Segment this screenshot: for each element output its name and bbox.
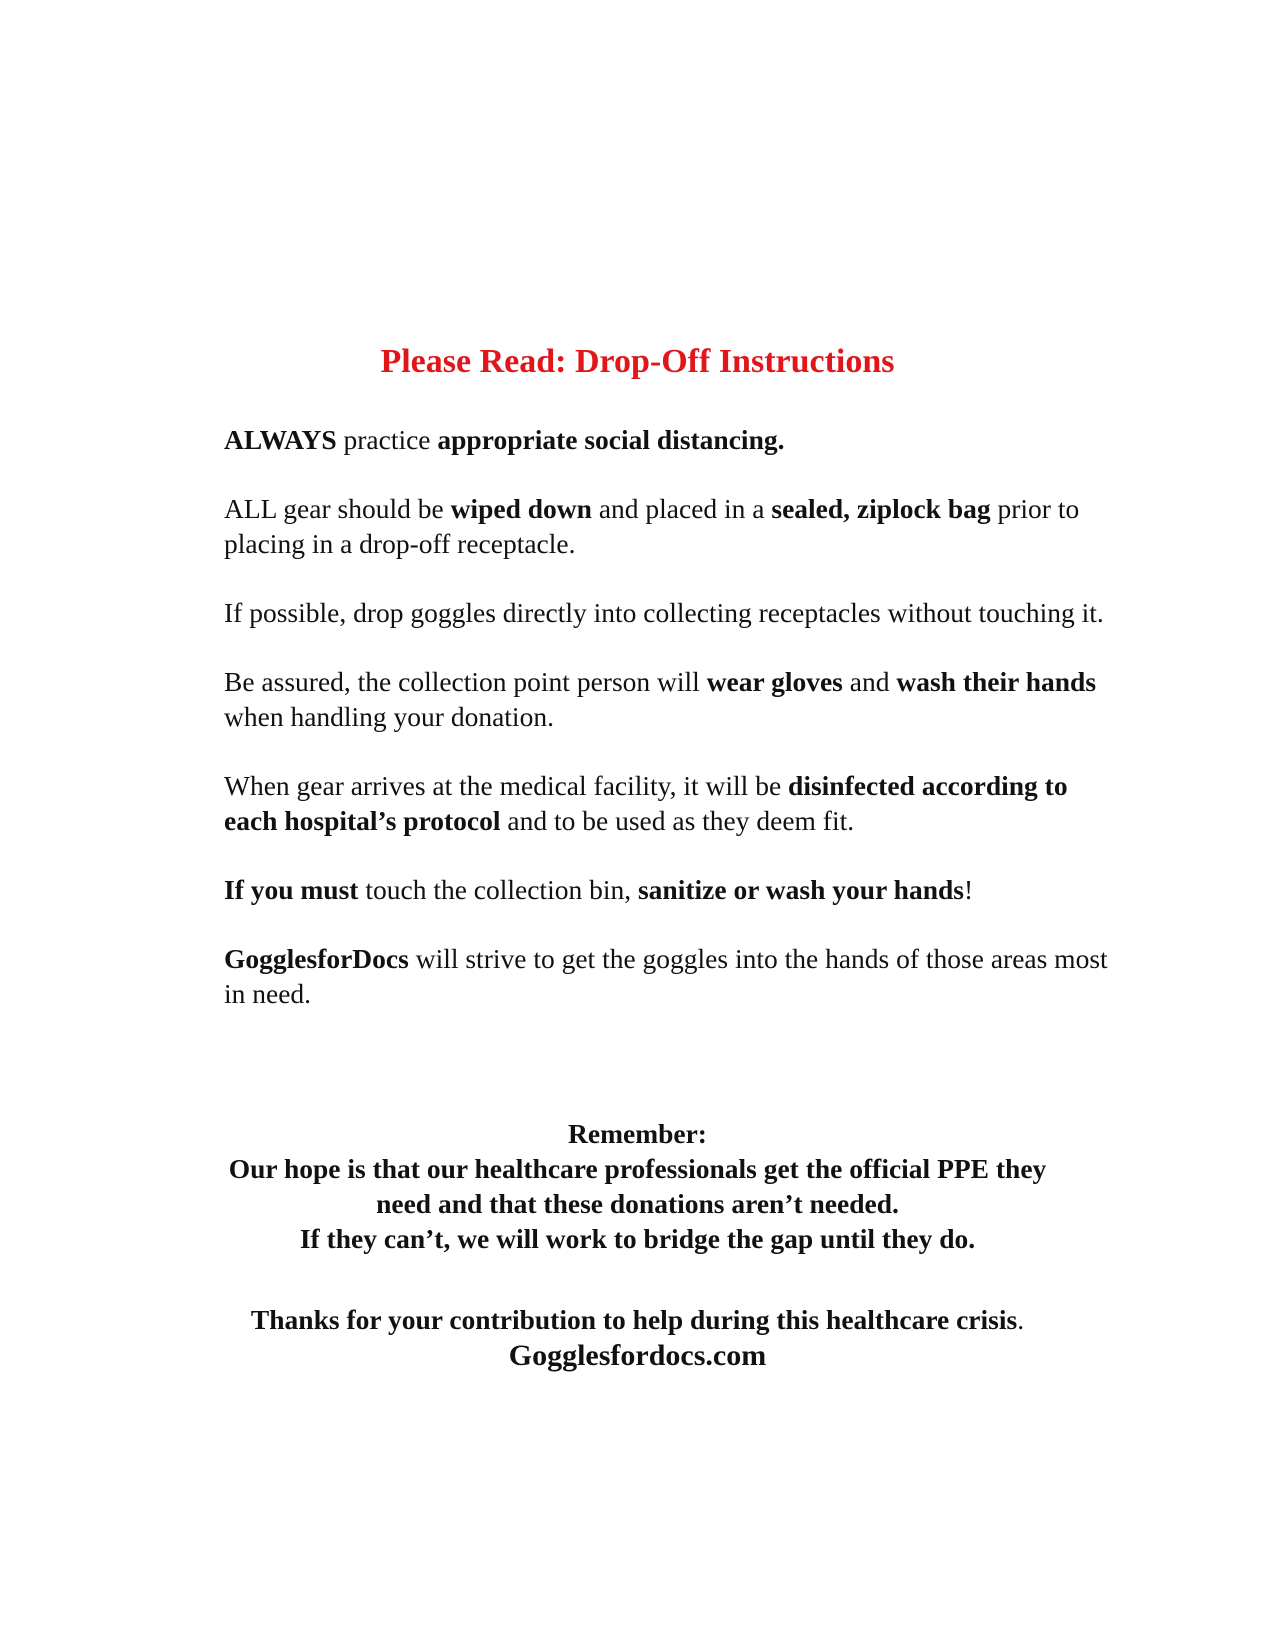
- thanks-text: Thanks for your contribution to help during this healthcare crisis: [250, 1304, 1018, 1335]
- remember-line: Our hope is that our healthcare professionals get the official PPE they: [228, 1153, 1047, 1184]
- text-segment: wiped down: [450, 493, 592, 524]
- paragraph-gogglesfordocs: [224, 941, 1124, 1011]
- text-segment: ALL gear should be: [224, 493, 451, 524]
- page-title: Please Read: Drop-Off Instructions: [380, 343, 895, 380]
- text-segment: and to be used as they deem fit.: [500, 805, 855, 836]
- text-segment: sanitize or wash your hands: [637, 874, 964, 905]
- text-segment: disinfected according to each hospital’s protocol: [224, 770, 1068, 836]
- text-segment: when handling your donation.: [224, 701, 554, 732]
- remember-block: [0, 1116, 1275, 1256]
- paragraph-sanitize: [224, 872, 1124, 907]
- text-segment: wear gloves: [706, 666, 843, 697]
- text-segment: sealed, ziplock bag: [771, 493, 991, 524]
- paragraph-drop-goggles: [224, 595, 1124, 630]
- text-segment: !: [963, 874, 974, 905]
- paragraph-social-distancing: [224, 422, 1124, 457]
- text-segment: practice: [336, 424, 438, 455]
- text-segment: prior to placing in a drop-off receptacle.: [224, 493, 1080, 559]
- remember-line: If they can’t, we will work to bridge the gap until they do.: [299, 1223, 976, 1254]
- text-segment: ALWAYS: [224, 424, 337, 455]
- text-segment: will strive to get the goggles into the hands of those areas most in need.: [224, 943, 1108, 1009]
- text-segment: When gear arrives at the medical facility, it will be: [224, 770, 789, 801]
- remember-line: need and that these donations aren’t needed.: [376, 1188, 899, 1219]
- text-segment: and placed in a: [591, 493, 772, 524]
- text-segment: and: [842, 666, 897, 697]
- thanks-block: [0, 1302, 1275, 1374]
- instructions-body: [224, 422, 1124, 1011]
- text-segment: Be assured, the collection point person will: [224, 666, 707, 697]
- website-link[interactable]: Gogglesfordocs.com: [508, 1339, 767, 1372]
- text-segment: GogglesforDocs: [224, 943, 409, 974]
- text-segment: appropriate social distancing.: [437, 424, 785, 455]
- text-segment: If possible, drop goggles directly into collecting receptacles without touching it.: [224, 597, 1104, 628]
- thanks-period: .: [1017, 1304, 1025, 1335]
- paragraph-collection-person: [224, 664, 1124, 734]
- remember-heading: Remember:: [568, 1118, 707, 1149]
- paragraph-disinfected: [224, 768, 1124, 838]
- text-segment: touch the collection bin,: [358, 874, 638, 905]
- paragraph-wipe-down: [224, 491, 1124, 561]
- thanks-line: [0, 1302, 1275, 1338]
- text-segment: If you must: [224, 874, 359, 905]
- text-segment: wash their hands: [896, 666, 1097, 697]
